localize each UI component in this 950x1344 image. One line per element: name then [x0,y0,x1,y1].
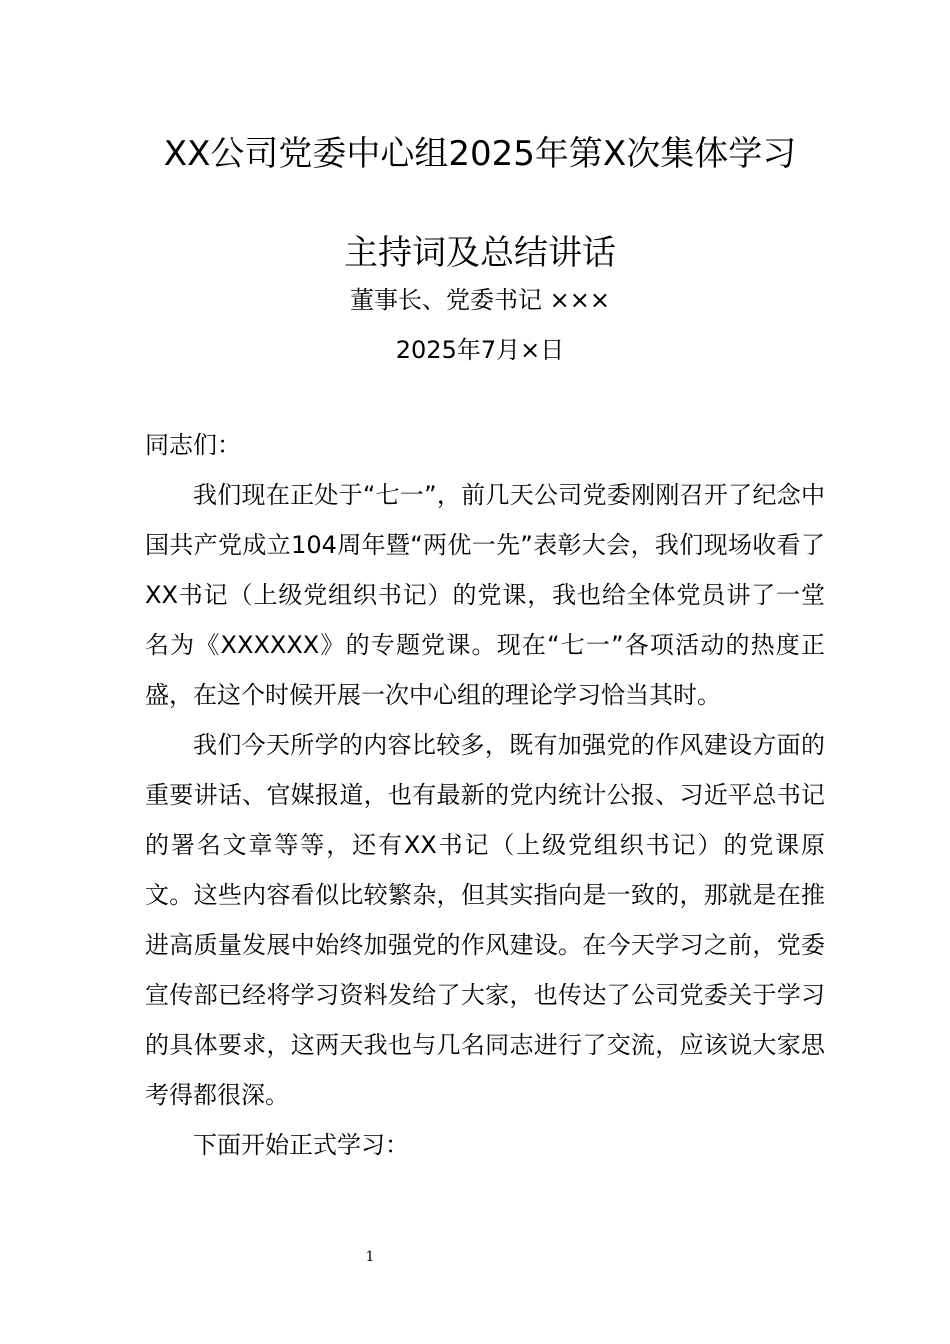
author-line: 董事长、党委书记 ××× [350,286,610,314]
paragraph: 我们今天所学的内容比较多，既有加强党的作风建设方面的重要讲话、官媒报道，也有最新的党内统计公报、习近平总书记的署名文章等等，还有XX书记（上级党组织书记）的党课原文。这些内容看似比较繁杂，但其实指向是一致的，那就是在推进高质量发展中始终加强党的作风建设。在今天学习之前，党委宣传部已经将学习资料发给了大家，也传达了公司党委关于学习的具体要求，这两天我也与几名同志进行了交流，应该说大家思考得都很深。 [145,731,825,1109]
document-title: XX公司党委中心组2025年第X次集体学习 [163,134,797,174]
paragraph: 我们现在正处于“七一”，前几天公司党委刚刚召开了纪念中国共产党成立104周年暨“两优一先”表彰大会，我们现场收看了XX书记（上级党组织书记）的党课，我也给全体党员讲了一堂名为《XXXXXX》的专题党课。现在“七一”各项活动的热度正盛，在这个时候开展一次中心组的理论学习恰当其时。 [145,481,825,709]
salutation: 同志们： [145,431,241,459]
document-body [145,420,825,1170]
page-number: 1 [365,1249,375,1265]
paragraph: 下面开始正式学习： [193,1131,409,1159]
document-subtitle: 主持词及总结讲话 [344,233,616,273]
date-line: 2025年7月×日 [395,336,565,364]
